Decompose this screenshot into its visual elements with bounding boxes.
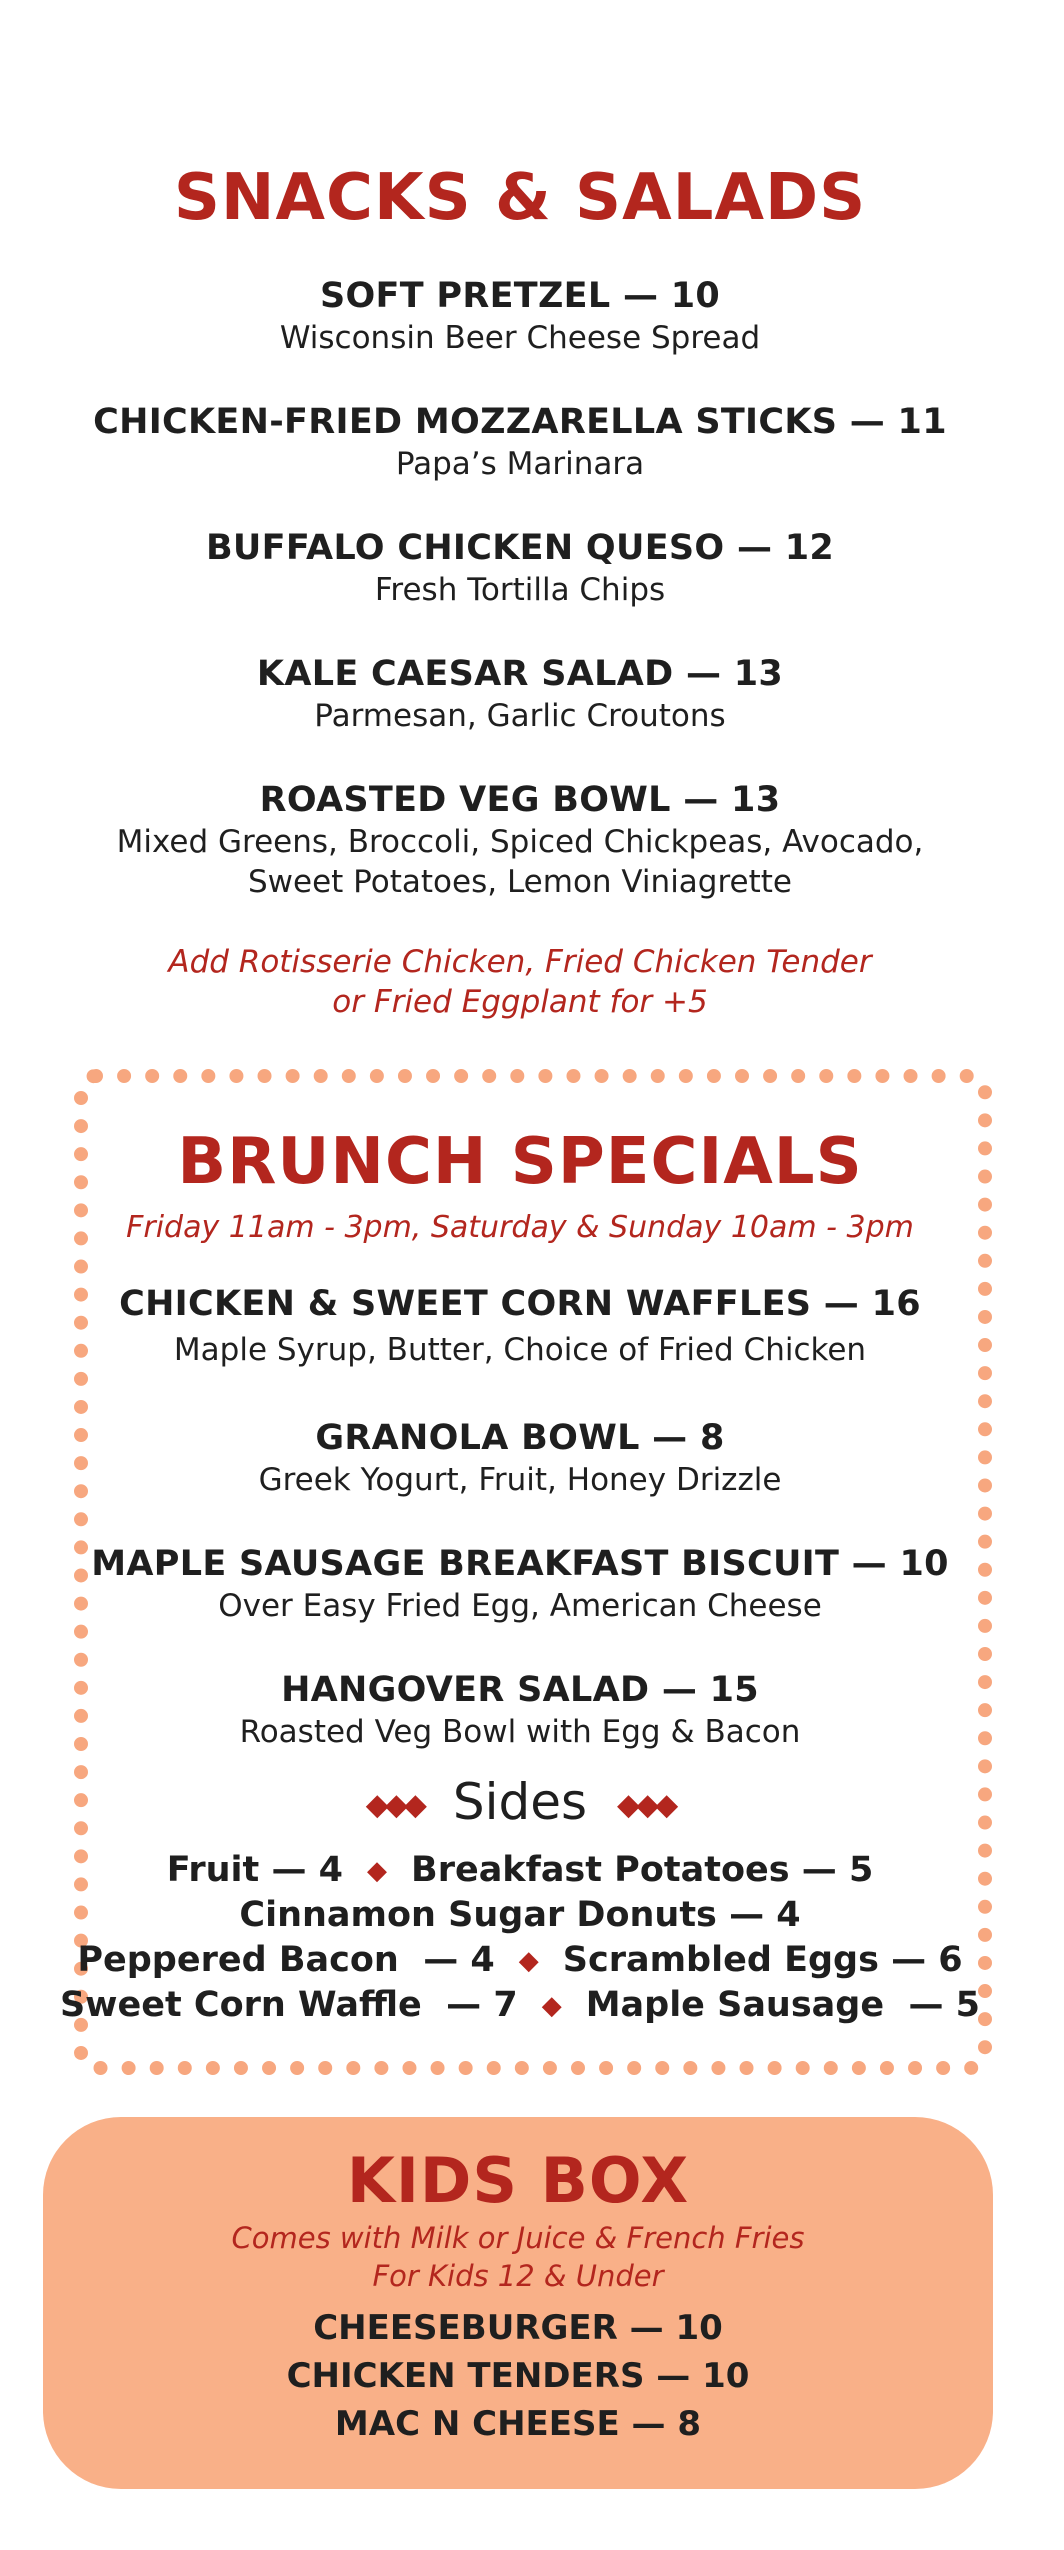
item-name: ROASTED VEG BOWL — 13: [259, 780, 781, 820]
item-description: Greek Yogurt, Fruit, Honey Drizzle: [258, 1462, 782, 1498]
menu-item-kale-caesar: [0, 652, 1040, 736]
item-description: Parmesan, Garlic Croutons: [314, 698, 726, 734]
brunch-hours: Friday 11am - 3pm, Saturday & Sunday 10am - 3pm: [126, 1210, 914, 1245]
kids-box-subtitle-2: For Kids 12 & Under: [372, 2259, 664, 2293]
item-description: Fresh Tortilla Chips: [374, 572, 666, 608]
item-name: GRANOLA BOWL — 8: [315, 1418, 725, 1458]
menu-item-breakfast-biscuit: [0, 1542, 1040, 1626]
sides-heading: [0, 1770, 1040, 1838]
kids-box-panel: [43, 2117, 993, 2489]
menu-item-hangover-salad: [0, 1668, 1040, 1752]
kids-box-subtitle-1: Comes with Milk or Juice & French Fries: [231, 2221, 805, 2255]
diamond-ornament-icon: ◆◆◆: [365, 1787, 423, 1823]
side-item: Sweet Corn Waffle — 7: [59, 1985, 518, 2025]
diamond-separator-icon: ◆: [367, 1856, 388, 1886]
item-name: SOFT PRETZEL — 10: [319, 276, 721, 316]
snacks-section-title: SNACKS & SALADS: [173, 161, 867, 235]
sides-row-4: [0, 1983, 1040, 2028]
item-description: Maple Syrup, Butter, Choice of Fried Chicken: [173, 1332, 867, 1368]
menu-item-buffalo-queso: [0, 526, 1040, 610]
item-name: MAPLE SAUSAGE BREAKFAST BISCUIT — 10: [91, 1544, 949, 1584]
item-name: CHICKEN-FRIED MOZZARELLA STICKS — 11: [93, 402, 947, 442]
item-description: Mixed Greens, Broccoli, Spiced Chickpeas, Avocado,: [116, 824, 924, 860]
sides-row-3: [0, 1938, 1040, 1983]
addon-line-2: or Fried Eggplant for +5: [332, 984, 708, 1020]
diamond-separator-icon: ◆: [518, 1946, 539, 1976]
protein-addon-note: [0, 942, 1040, 1022]
menu-item-soft-pretzel: [0, 274, 1040, 358]
diamond-ornament-icon: ◆◆◆: [617, 1787, 675, 1823]
side-item: Fruit — 4: [166, 1850, 344, 1890]
kids-item-chicken-tenders: CHICKEN TENDERS — 10: [286, 2356, 750, 2396]
brunch-section-title: BRUNCH SPECIALS: [177, 1125, 863, 1199]
sides-row-2: [0, 1893, 1040, 1937]
kids-box-title: KIDS BOX: [346, 2144, 690, 2217]
item-name: CHICKEN & SWEET CORN WAFFLES — 16: [119, 1284, 921, 1324]
side-item: Maple Sausage — 5: [585, 1985, 981, 2025]
side-item: Peppered Bacon — 4: [77, 1940, 495, 1980]
item-name: KALE CAESAR SALAD — 13: [256, 654, 784, 694]
kids-item-mac-n-cheese: MAC N CHEESE — 8: [334, 2404, 702, 2444]
item-name: HANGOVER SALAD — 15: [281, 1670, 759, 1710]
addon-line-1: Add Rotisserie Chicken, Fried Chicken Tender: [168, 944, 872, 980]
side-item: Scrambled Eggs — 6: [562, 1940, 963, 1980]
sides-title: Sides: [452, 1773, 588, 1831]
menu-item-mozzarella-sticks: [0, 400, 1040, 484]
menu-item-granola-bowl: [0, 1416, 1040, 1500]
side-item: Cinnamon Sugar Donuts — 4: [239, 1895, 801, 1935]
menu-item-chicken-waffles: [0, 1282, 1040, 1370]
item-description: Sweet Potatoes, Lemon Viniagrette: [248, 864, 792, 900]
item-description: Wisconsin Beer Cheese Spread: [279, 320, 761, 356]
item-description: Papa’s Marinara: [395, 446, 645, 482]
kids-item-cheeseburger: CHEESEBURGER — 10: [313, 2308, 723, 2348]
item-description: Roasted Veg Bowl with Egg & Bacon: [239, 1714, 801, 1750]
menu-item-roasted-veg-bowl: [0, 778, 1040, 902]
diamond-separator-icon: ◆: [541, 1991, 562, 2021]
item-name: BUFFALO CHICKEN QUESO — 12: [205, 528, 835, 568]
side-item: Breakfast Potatoes — 5: [411, 1850, 874, 1890]
sides-row-1: [0, 1848, 1040, 1893]
item-description: Over Easy Fried Egg, American Cheese: [218, 1588, 822, 1624]
